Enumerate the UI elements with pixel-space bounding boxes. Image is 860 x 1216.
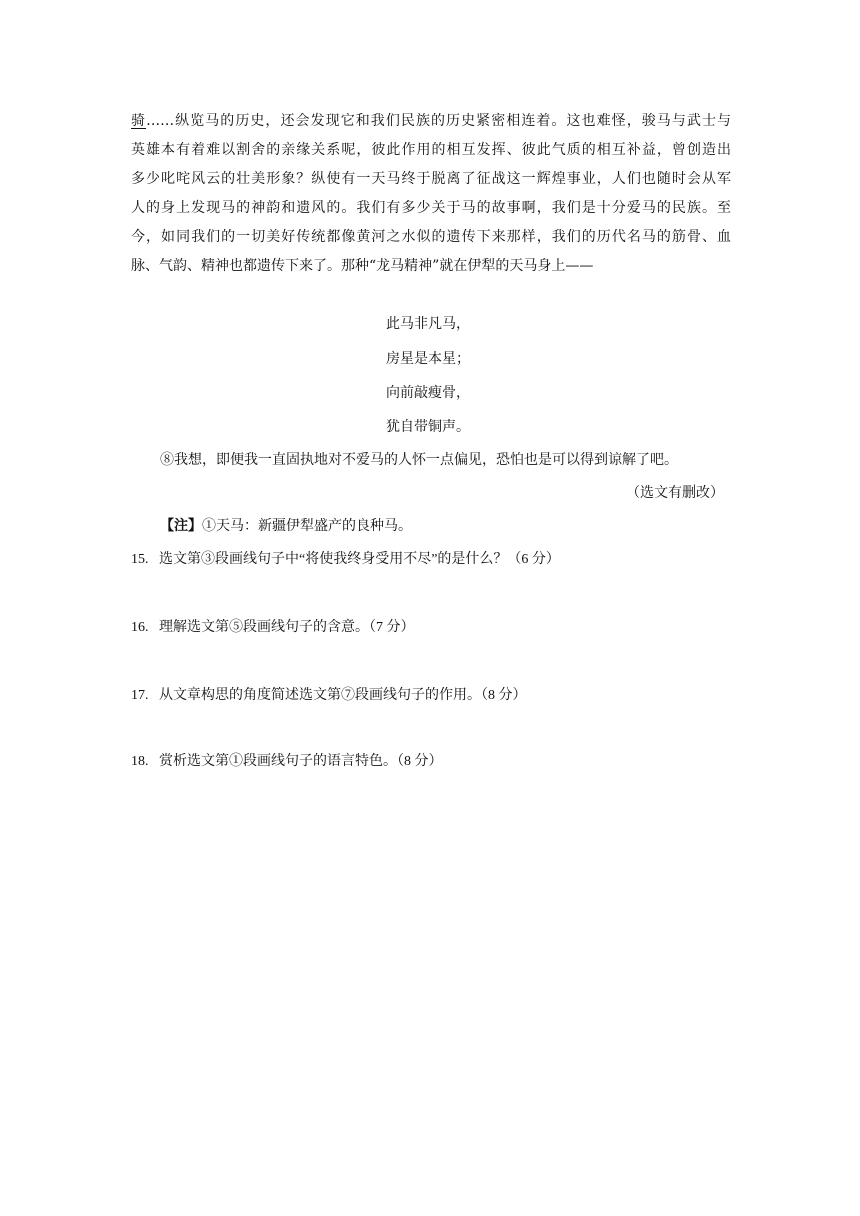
question-number: 16. [131,620,149,635]
question-number: 15. [131,552,149,567]
poem-line-4: 犹自带铜声。 [386,419,470,435]
question-text: 赏析选文第①段画线句子的语言特色。（8 分） [159,754,443,769]
question-17 [131,686,527,706]
passage-line-1 [131,111,731,131]
footnote-label: 【注】 [160,518,202,534]
question-18 [131,752,443,772]
passage-line-1-text: ……纵览马的历史，还会发现它和我们民族的历史紧密相连着。这也难怪，骏马与武士与 [146,113,732,129]
poem-line-1: 此马非凡马， [386,316,470,332]
question-number: 18. [131,754,149,769]
underlined-word: 骑 [131,113,147,129]
question-16 [131,618,415,638]
source-note: （选文有删改） [626,485,724,501]
question-text: 理解选文第⑤段画线句子的含意。（7 分） [159,620,415,635]
passage-line-6: 脉、气韵、精神也都遗传下来了。那种“龙马精神”就在伊犁的天马身上—— [131,258,594,274]
passage-line-2: 英雄本有着难以割舍的亲缘关系呢，彼此作用的相互发挥、彼此气质的相互补益，曾创造出 [131,142,731,158]
poem-line-3: 向前敲瘦骨， [386,385,470,401]
question-number: 17. [131,688,149,703]
question-text: 从文章构思的角度简述选文第⑦段画线句子的作用。（8 分） [159,688,527,703]
question-text: 选文第③段画线句子中“将使我终身受用不尽”的是什么？（6 分） [159,552,560,567]
footnote-text: ①天马：新疆伊犁盛产的良种马。 [202,518,412,534]
footnote [160,516,412,536]
passage-line-5: 今，如同我们的一切美好传统都像黄河之水似的遗传下来那样，我们的历代名马的筋骨、血 [131,229,731,245]
question-15 [131,550,560,570]
poem-line-2: 房星是本星； [386,351,470,367]
passage-line-3: 多少叱咤风云的壮美形象？纵使有一天马终于脱离了征战这一辉煌事业，人们也随时会从军 [131,171,731,187]
passage-line-4: 人的身上发现马的神韵和遗风的。我们有多少关于马的故事啊，我们是十分爱马的民族。至 [131,200,731,216]
paragraph-8: ⑧我想，即便我一直固执地对不爱马的人怀一点偏见，恐怕也是可以得到谅解了吧。 [160,452,678,468]
